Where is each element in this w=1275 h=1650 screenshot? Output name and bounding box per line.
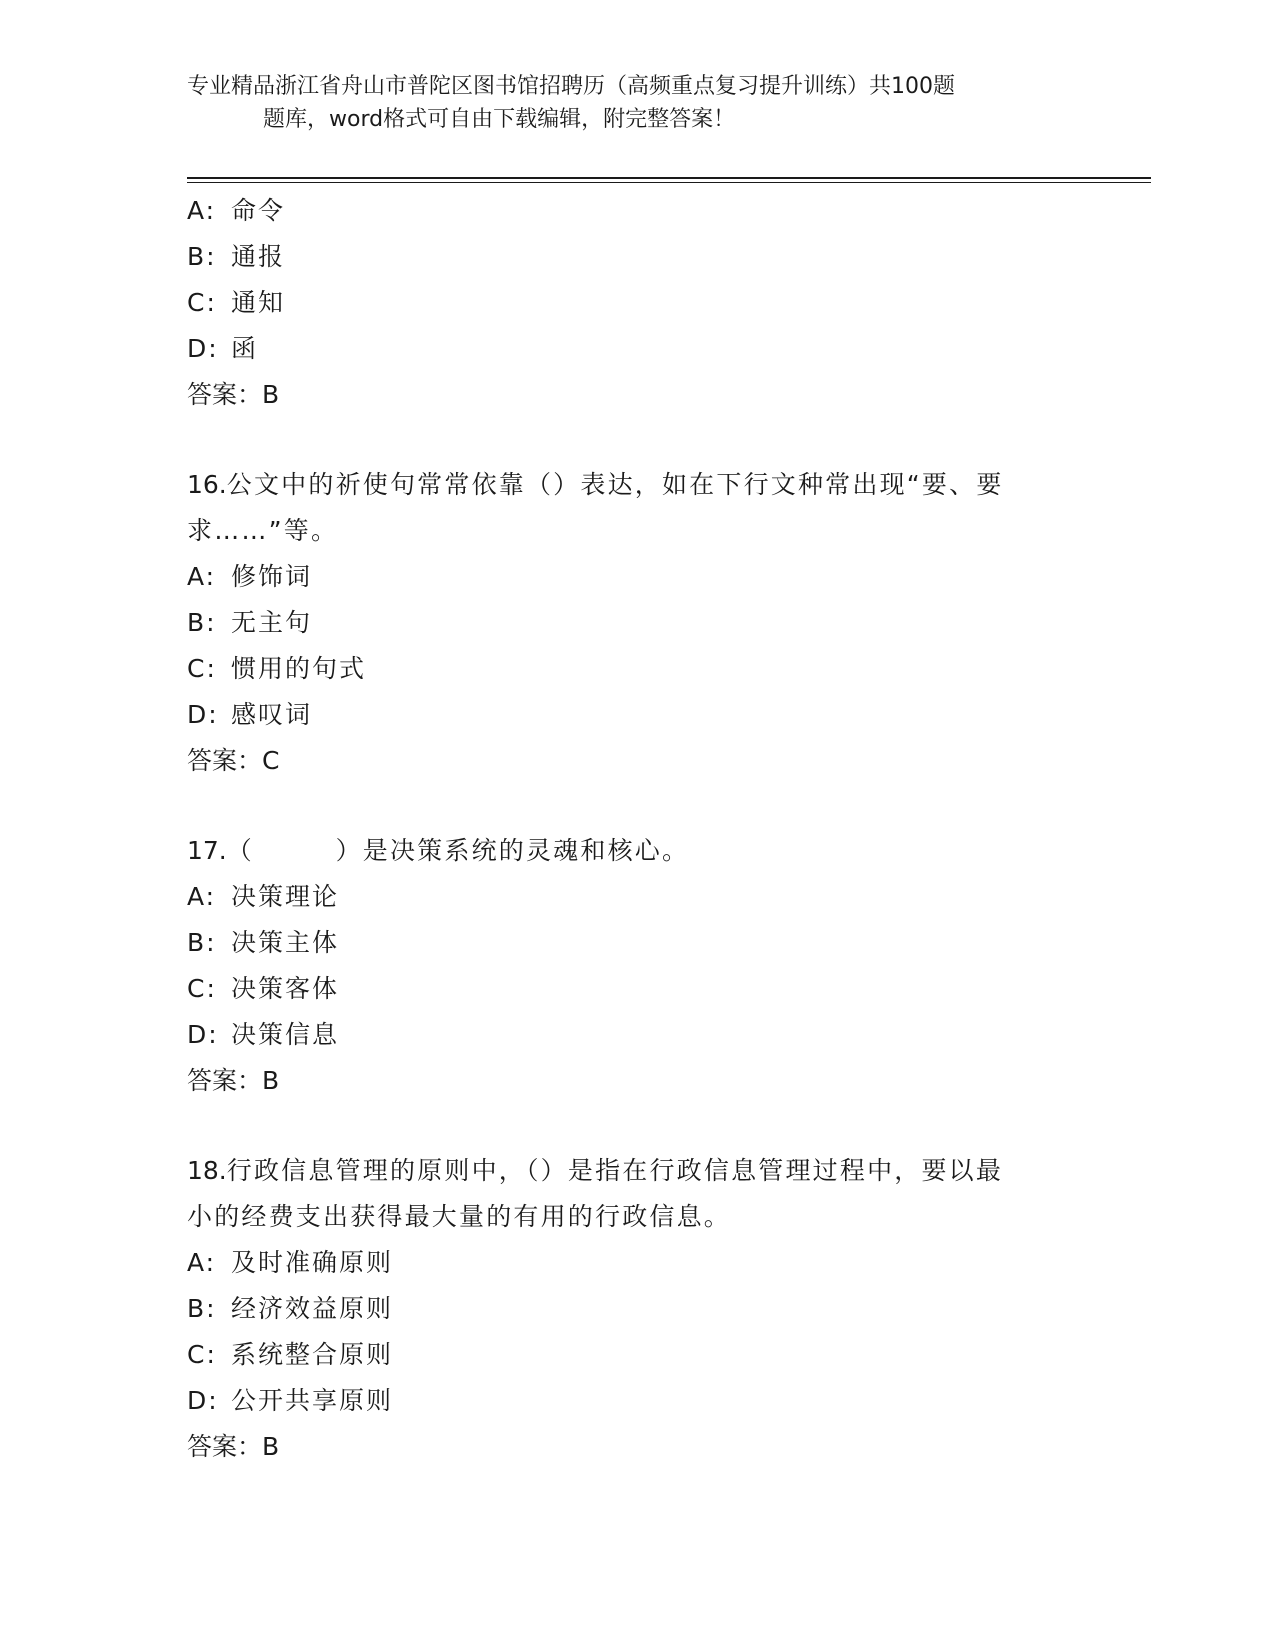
option-a: A: 修饰词 — [187, 562, 313, 591]
question-18 — [187, 1148, 1087, 1470]
question-stem-cont: 求……”等。 — [187, 516, 339, 545]
option-b: B: 决策主体 — [187, 928, 340, 957]
question-list — [187, 188, 1087, 1470]
option-d: D: 公开共享原则 — [187, 1386, 394, 1415]
header-title-line2: 题库，word格式可自由下载编辑，附完整答案！ — [263, 107, 736, 132]
option-c: C: 决策客体 — [187, 974, 340, 1003]
answer: 答案：B — [187, 1432, 280, 1461]
document-header — [187, 70, 1067, 136]
header-rule-thin — [187, 182, 1151, 183]
header-rule-thick — [187, 177, 1151, 179]
question-stem: 18.行政信息管理的原则中，（）是指在行政信息管理过程中，要以最 — [187, 1156, 1004, 1185]
option-a: A: 命令 — [187, 196, 286, 225]
option-c: C: 系统整合原则 — [187, 1340, 394, 1369]
option-c: C: 惯用的句式 — [187, 654, 367, 683]
answer: 答案：B — [187, 1066, 280, 1095]
option-b: B: 经济效益原则 — [187, 1294, 394, 1323]
question-stem-cont: 小的经费支出获得最大量的有用的行政信息。 — [187, 1202, 732, 1231]
answer: 答案：B — [187, 380, 280, 409]
option-a: A: 及时准确原则 — [187, 1248, 394, 1277]
option-b: B: 通报 — [187, 242, 286, 271]
option-d: D: 决策信息 — [187, 1020, 340, 1049]
answer: 答案：C — [187, 746, 280, 775]
question-stem: 16.公文中的祈使句常常依靠（）表达，如在下行文种常出现“要、要 — [187, 470, 1004, 499]
option-b: B: 无主句 — [187, 608, 313, 637]
option-d: D: 感叹词 — [187, 700, 313, 729]
question-16 — [187, 462, 1087, 784]
option-a: A: 决策理论 — [187, 882, 340, 911]
option-d: D: 函 — [187, 334, 259, 363]
question-stem: 17.（ ）是决策系统的灵魂和核心。 — [187, 836, 690, 865]
question-17 — [187, 828, 1087, 1104]
header-title-line1: 专业精品浙江省舟山市普陀区图书馆招聘历（高频重点复习提升训练）共100题 — [187, 74, 955, 99]
option-c: C: 通知 — [187, 288, 286, 317]
partial-question — [187, 188, 1087, 418]
